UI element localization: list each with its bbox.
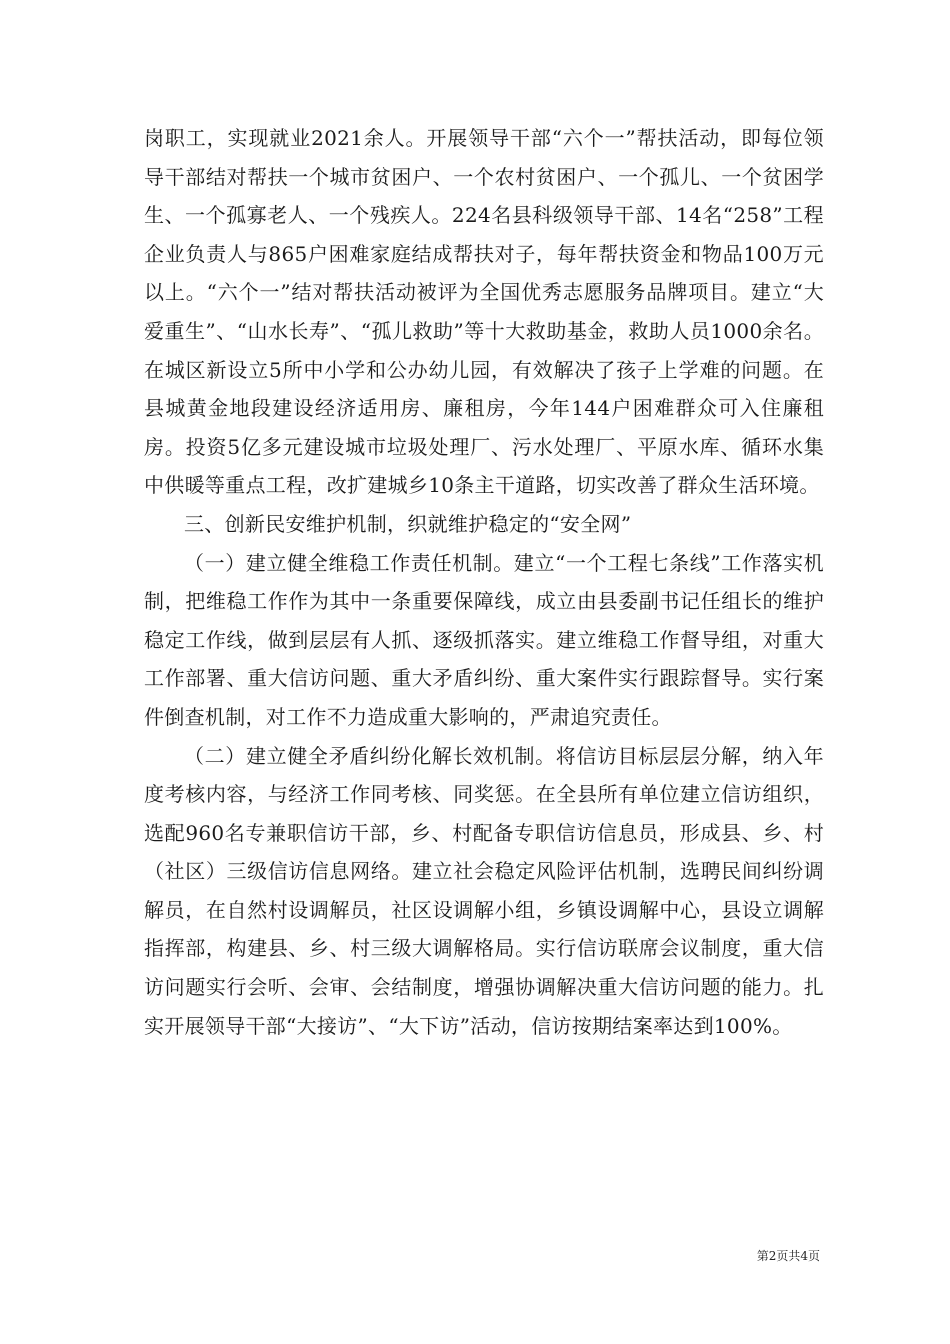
paragraph-stability-responsibility: （一）建立健全维稳工作责任机制。建立“一个工程七条线”工作落实机制，把维稳工作作为其中一条重要保障线，成立由县委副书记任组长的维护稳定工作线，做到层层有人抓、逐级抓落实。建立维稳工作督导组，对重大工作部署、重大信访问题、重大矛盾纠纷、重大案件实行跟踪督导。实行案件倒查机制，对工作不力造成重大影响的，严肃追究责任。 [144, 550, 824, 729]
page-number-footer: 第2页共4页 [756, 1249, 820, 1263]
document-body [144, 119, 824, 1045]
paragraph-dispute-resolution: （二）建立健全矛盾纠纷化解长效机制。将信访目标层层分解，纳入年度考核内容，与经济工作同考核、同奖惩。在全县所有单位建立信访组织，选配960名专兼职信访干部，乡、村配备专职信访信息员，形成县、乡、村（社区）三级信访信息网络。建立社会稳定风险评估机制，选聘民间纠纷调解员，在自然村设调解员，社区设调解小组，乡镇设调解中心，县设立调解指挥部，构建县、乡、村三级大调解格局。实行信访联席会议制度，重大信访问题实行会听、会审、会结制度，增强协调解决重大信访问题的能力。扎实开展领导干部“大接访”、“大下访”活动，信访按期结案率达到100%。 [144, 743, 824, 1038]
section-heading: 三、创新民安维护机制，织就维护稳定的“安全网” [184, 511, 632, 536]
paragraph-continuation: 岗职工，实现就业2021余人。开展领导干部“六个一”帮扶活动，即每位领导干部结对帮扶一个城市贫困户、一个农村贫困户、一个孤儿、一个贫困学生、一个孤寡老人、一个残疾人。224名县科级领导干部、14名“258”工程企业负责人与865户困难家庭结成帮扶对子，每年帮扶资金和物品100万元以上。“六个一”结对帮扶活动被评为全国优秀志愿服务品牌项目。建立“大爱重生”、“山水长寿”、“孤儿救助”等十大救助基金，救助人员1000余名。在城区新设立5所中小学和公办幼儿园，有效解决了孩子上学难的问题。在县城黄金地段建设经济适用房、廉租房，今年144户困难群众可入住廉租房。投资5亿多元建设城市垃圾处理厂、污水处理厂、平原水库、循环水集中供暖等重点工程，改扩建城乡10条主干道路，切实改善了群众生活环境。 [144, 126, 824, 498]
